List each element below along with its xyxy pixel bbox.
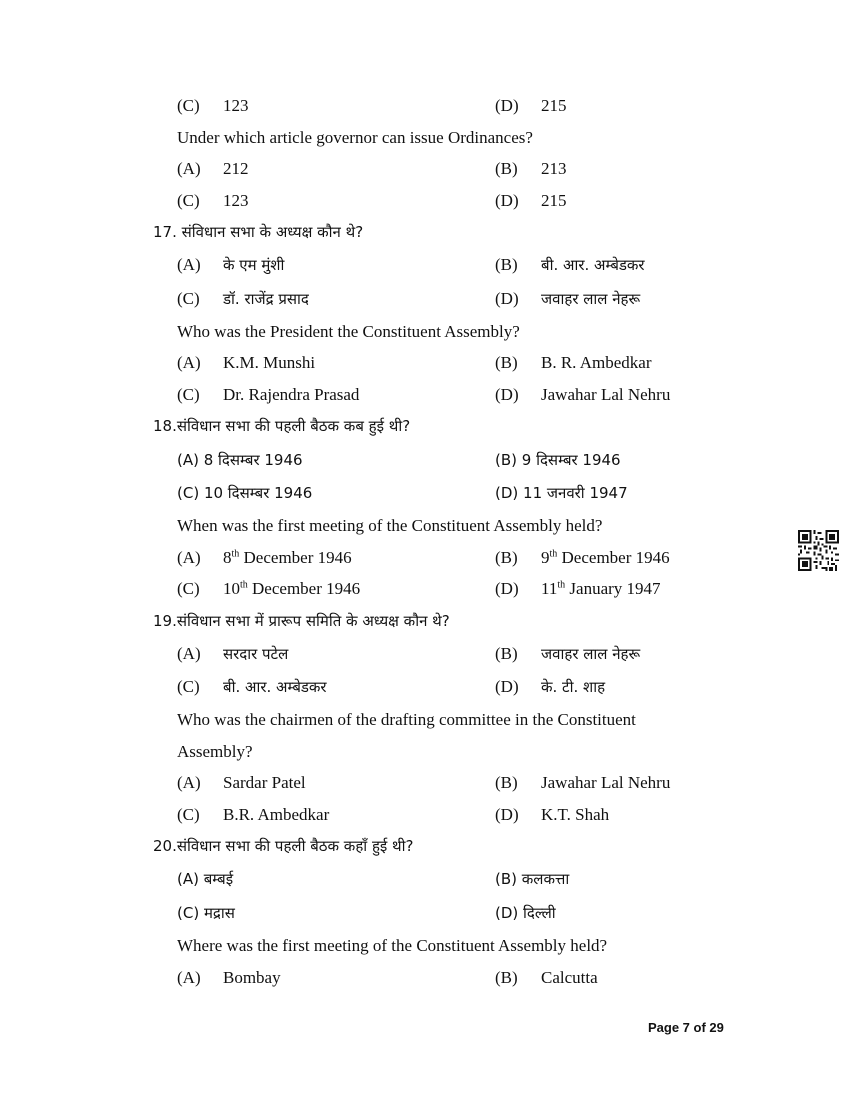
date-number: 10 [223, 579, 240, 598]
option-row [0, 352, 850, 384]
date-number: 8 [223, 548, 232, 567]
option-text: Sardar Patel [223, 773, 306, 792]
option-label: (D) [495, 805, 519, 824]
question-hindi: 17. संविधान सभा के अध्यक्ष कौन थे? [153, 223, 364, 241]
option-text: (A) बम्बई [177, 870, 234, 888]
question-hindi: 18.संविधान सभा की पहली बैठक कब हुई थी? [153, 417, 411, 435]
date-number: 11 [541, 579, 558, 598]
date-rest: January 1947 [565, 579, 661, 598]
option-row [0, 676, 850, 708]
option-text: Jawahar Lal Nehru [541, 385, 671, 404]
option-text: बी. आर. अम्बेडकर [223, 678, 327, 696]
option-label: (A) [177, 773, 201, 792]
option-label: (C) [177, 805, 200, 824]
option-text: Jawahar Lal Nehru [541, 773, 671, 792]
option-text: 123 [223, 96, 249, 115]
date-rest: December 1946 [247, 579, 361, 598]
option-text: Bombay [223, 968, 281, 987]
option-label: (A) [177, 548, 201, 567]
option-label: (B) [495, 968, 518, 987]
date-rest: December 1946 [557, 548, 670, 567]
option-label: (D) [495, 579, 519, 598]
option-text: B. R. Ambedkar [541, 353, 652, 372]
option-text [223, 578, 360, 600]
option-label: (A) [177, 353, 201, 372]
option-label: (B) [495, 773, 518, 792]
option-row [0, 288, 850, 320]
option-label: (D) [495, 385, 519, 404]
option-text: K.M. Munshi [223, 353, 316, 372]
option-row [0, 868, 850, 900]
option-label: (A) [177, 644, 201, 663]
option-text: के एम मुंशी [223, 256, 285, 274]
option-row [0, 902, 850, 934]
option-text: सरदार पटेल [223, 645, 289, 663]
page-number: Page 7 of 29 [648, 1020, 724, 1035]
ordinal-suffix: th [557, 579, 566, 591]
option-row [0, 578, 850, 610]
date-number: 9 [541, 548, 550, 567]
option-row [0, 158, 850, 190]
option-label: (C) [177, 191, 200, 210]
option-label: (C) [177, 289, 200, 308]
option-label: (B) [495, 548, 518, 567]
option-text: 215 [541, 96, 567, 115]
option-text: (A) 8 दिसम्बर 1946 [177, 451, 303, 469]
option-text: K.T. Shah [541, 805, 610, 824]
option-row [0, 482, 850, 514]
option-label: (B) [495, 255, 518, 274]
option-label: (D) [495, 191, 519, 210]
question-hindi: 20.संविधान सभा की पहली बैठक कहाँ हुई थी? [153, 837, 414, 855]
option-label: (D) [495, 677, 519, 696]
option-text: डॉ. राजेंद्र प्रसाद [223, 290, 309, 308]
option-row [0, 804, 850, 836]
option-text: (C) मद्रास [177, 904, 235, 922]
option-label: (C) [177, 677, 200, 696]
question-english: Under which article governor can issue Ordinances? [177, 128, 533, 147]
option-row [0, 95, 850, 127]
option-label: (A) [177, 159, 201, 178]
ordinal-suffix: th [549, 548, 558, 560]
question-english: Who was the chairmen of the drafting committee in the Constituent [177, 710, 636, 729]
option-row [0, 384, 850, 416]
option-label: (D) [495, 96, 519, 115]
option-text: Dr. Rajendra Prasad [223, 385, 360, 404]
option-label: (B) [495, 353, 518, 372]
ordinal-suffix: th [240, 579, 248, 591]
question-english-continued: Assembly? [177, 742, 253, 761]
question-hindi: 19.संविधान सभा में प्रारूप समिति के अध्यक्ष कौन थे? [153, 612, 450, 630]
option-text: B.R. Ambedkar [223, 805, 330, 824]
option-row [0, 643, 850, 675]
option-text: 123 [223, 191, 249, 210]
option-text: जवाहर लाल नेहरू [541, 645, 641, 663]
option-text: (B) 9 दिसम्बर 1946 [495, 451, 621, 469]
option-text: के. टी. शाह [541, 678, 606, 696]
ordinal-suffix: th [231, 548, 240, 560]
option-row [0, 547, 850, 579]
option-row [0, 254, 850, 286]
option-label: (D) [495, 289, 519, 308]
question-english: Where was the first meeting of the Constituent Assembly held? [177, 936, 608, 955]
option-text: Calcutta [541, 968, 598, 987]
option-label: (A) [177, 255, 201, 274]
option-row [0, 772, 850, 804]
option-text [223, 547, 352, 569]
option-text: 213 [541, 159, 567, 178]
option-row [0, 190, 850, 222]
question-english: Who was the President the Constituent Assembly? [177, 322, 520, 341]
option-row [0, 449, 850, 481]
option-label: (B) [495, 159, 518, 178]
option-row [0, 967, 850, 999]
option-label: (B) [495, 644, 518, 663]
option-label: (A) [177, 968, 201, 987]
option-label: (C) [177, 579, 200, 598]
option-text: (C) 10 दिसम्बर 1946 [177, 484, 313, 502]
option-label: (C) [177, 96, 200, 115]
option-label: (C) [177, 385, 200, 404]
option-text: 215 [541, 191, 567, 210]
option-text: (B) कलकत्ता [495, 870, 570, 888]
option-text [541, 578, 661, 600]
question-english: When was the first meeting of the Constituent Assembly held? [177, 516, 603, 535]
option-text: 212 [223, 159, 249, 178]
date-rest: December 1946 [239, 548, 352, 567]
option-text: बी. आर. अम्बेडकर [541, 256, 645, 274]
option-text: जवाहर लाल नेहरू [541, 290, 641, 308]
option-text [541, 547, 670, 569]
option-text: (D) 11 जनवरी 1947 [495, 484, 628, 502]
qr-code-icon [798, 530, 839, 571]
option-text: (D) दिल्ली [495, 904, 556, 922]
